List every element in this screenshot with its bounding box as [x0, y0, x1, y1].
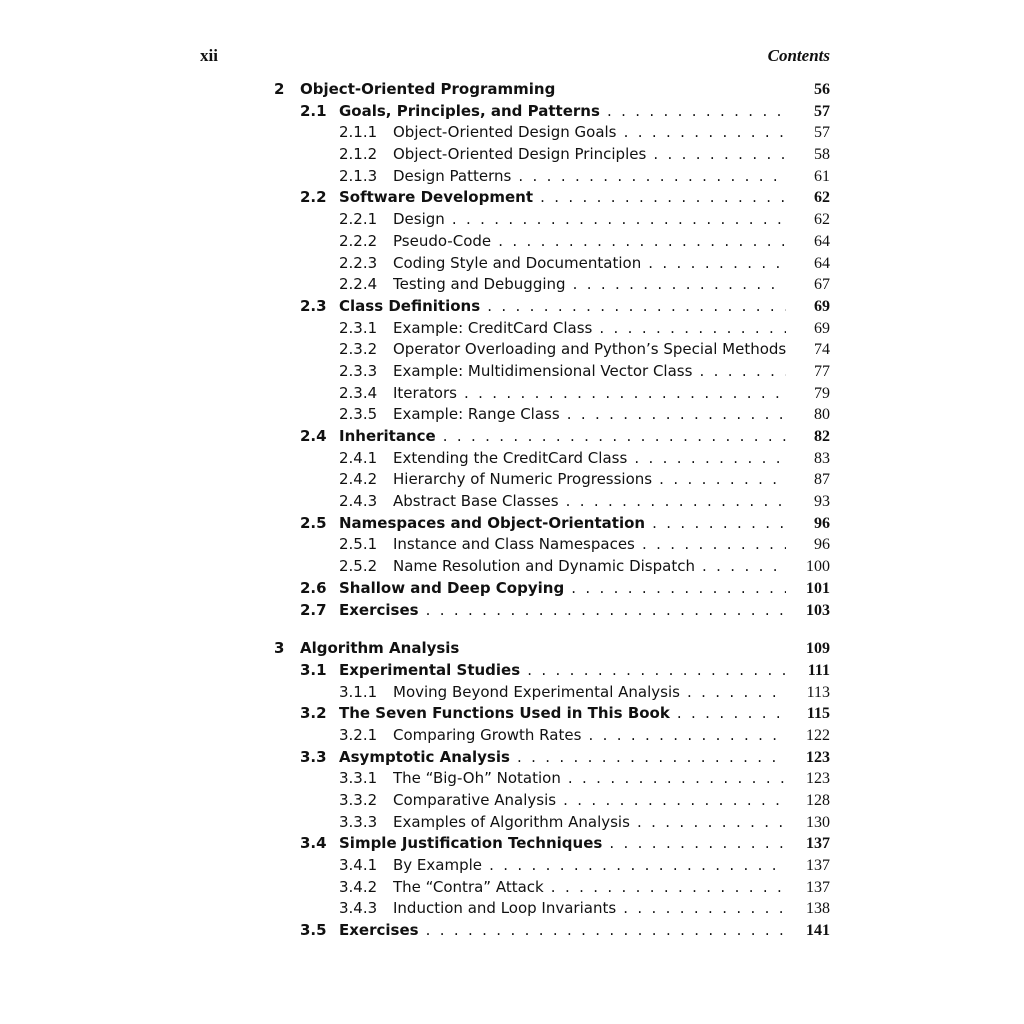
toc-subsection-entry[interactable]: [274, 383, 830, 405]
entry-number: 2.5: [300, 513, 327, 532]
entry-number: 2.4.3: [339, 492, 378, 511]
entry-title: Induction and Loop Invariants . . .: [393, 898, 786, 920]
entry-title: Comparative Analysis . . .: [393, 790, 786, 812]
toc-subsection-entry[interactable]: [274, 556, 830, 578]
entry-number: 3.4.3: [339, 899, 378, 918]
entry-page-number: 69: [814, 297, 830, 315]
entry-title: Example: Multidimensional Vector Class . . .: [393, 361, 786, 383]
entry-number: 3.3: [300, 747, 327, 766]
entry-number: 2: [274, 80, 285, 98]
toc-section-entry[interactable]: [274, 296, 830, 318]
entry-title: Asymptotic Analysis . . .: [339, 747, 786, 769]
entry-title: Exercises . . .: [339, 600, 786, 622]
entry-title: Class Definitions . . .: [339, 296, 786, 318]
entry-title: Simple Justification Techniques . . .: [339, 833, 786, 855]
entry-page-number: 137: [806, 878, 830, 896]
toc-subsection-entry[interactable]: [274, 318, 830, 340]
toc-subsection-entry[interactable]: [274, 144, 830, 166]
entry-number: 2.3: [300, 296, 327, 315]
entry-title: Operator Overloading and Python’s Special Methods . . .: [393, 339, 786, 361]
toc-section-entry[interactable]: [274, 513, 830, 535]
running-title: Contents: [767, 46, 830, 65]
entry-number: 2.7: [300, 600, 327, 619]
entry-number: 2.3.1: [339, 318, 378, 337]
toc-section-entry[interactable]: [274, 187, 830, 209]
entry-title: Comparing Growth Rates . . .: [393, 725, 786, 747]
entry-page-number: 100: [806, 558, 830, 576]
toc-subsection-entry[interactable]: [274, 491, 830, 513]
entry-title: Hierarchy of Numeric Progressions . . .: [393, 469, 786, 491]
entry-page-number: 87: [814, 471, 830, 489]
entry-title: Shallow and Deep Copying . . .: [339, 578, 786, 600]
entry-title: Pseudo-Code . . .: [393, 231, 786, 253]
entry-page-number: 137: [806, 835, 830, 853]
toc-section-entry[interactable]: [274, 660, 830, 682]
entry-title: Abstract Base Classes . . .: [393, 491, 786, 513]
entry-number: 3.3.2: [339, 791, 378, 809]
toc-subsection-entry[interactable]: [274, 122, 830, 144]
entry-title: Example: Range Class . . .: [393, 404, 786, 426]
toc-subsection-entry[interactable]: [274, 231, 830, 253]
entry-title: The “Contra” Attack . . .: [393, 877, 786, 899]
toc-section-entry[interactable]: [274, 101, 830, 123]
entry-page-number: 82: [814, 428, 830, 445]
entry-page-number: 123: [806, 748, 830, 766]
toc-section-entry[interactable]: [274, 747, 830, 769]
entry-page-number: 69: [814, 319, 830, 337]
entry-title: Exercises . . .: [339, 920, 786, 942]
entry-title: Object-Oriented Programming: [300, 80, 556, 98]
entry-number: 2.4.2: [339, 470, 378, 489]
entry-title: Iterators . . .: [393, 383, 786, 405]
entry-title: Namespaces and Object-Orientation . . .: [339, 513, 786, 535]
entry-page-number: 130: [806, 813, 830, 831]
entry-number: 2.2.3: [339, 253, 378, 272]
entry-page-number: 128: [806, 792, 830, 809]
toc-section-entry[interactable]: [274, 426, 830, 448]
entry-page-number: 83: [814, 449, 830, 467]
toc-subsection-entry[interactable]: [274, 253, 830, 275]
entry-number: 2.5.1: [339, 535, 378, 554]
entry-title: Algorithm Analysis: [300, 639, 460, 658]
entry-title: Examples of Algorithm Analysis . . .: [393, 812, 786, 834]
entry-number: 3.3.1: [339, 769, 378, 788]
entry-page-number: 96: [814, 514, 830, 532]
toc-subsection-entry[interactable]: [274, 855, 830, 877]
entry-page-number: 57: [814, 102, 830, 120]
entry-title: Object-Oriented Design Principles . . .: [393, 144, 786, 166]
entry-title: The Seven Functions Used in This Book . . .: [339, 703, 786, 725]
entry-page-number: 64: [814, 254, 830, 272]
toc-subsection-entry[interactable]: [274, 469, 830, 491]
entry-page-number: 62: [814, 211, 830, 229]
entry-number: 2.2.1: [339, 210, 378, 229]
toc-subsection-entry[interactable]: [274, 361, 830, 383]
entry-page-number: 111: [807, 661, 830, 679]
toc-section-entry[interactable]: [274, 920, 830, 942]
entry-page-number: 61: [814, 167, 830, 185]
entry-number: 3.5: [300, 921, 327, 940]
entry-number: 2.2.2: [339, 231, 378, 250]
entry-page-number: 80: [814, 406, 830, 424]
entry-title: Testing and Debugging . . .: [393, 274, 786, 296]
entry-page-number: 122: [806, 726, 830, 744]
toc-subsection-entry[interactable]: [274, 725, 830, 747]
entry-title: Experimental Studies . . .: [339, 660, 786, 682]
entry-number: 3.1.1: [339, 682, 378, 701]
entry-number: 3.4.2: [339, 877, 378, 896]
entry-number: 3.1: [300, 660, 327, 679]
entry-number: 2.3.2: [339, 340, 378, 359]
entry-title: Name Resolution and Dynamic Dispatch . . .: [393, 556, 786, 578]
entry-number: 2.4: [300, 427, 327, 445]
toc-section-entry[interactable]: [274, 578, 830, 600]
entry-page-number: 93: [814, 493, 830, 511]
entry-page-number: 103: [806, 601, 830, 619]
page-number: xii: [200, 46, 218, 65]
toc-subsection-entry[interactable]: [274, 682, 830, 704]
entry-number: 2.6: [300, 578, 327, 597]
page-header: [200, 46, 830, 70]
entry-page-number: 101: [806, 579, 830, 597]
toc-subsection-entry[interactable]: [274, 274, 830, 296]
entry-page-number: 62: [814, 189, 830, 207]
entry-number: 2.5.2: [339, 557, 378, 576]
entry-page-number: 141: [806, 922, 830, 940]
toc-chapter-entry[interactable]: [274, 638, 830, 660]
entry-page-number: 138: [806, 900, 830, 918]
toc-subsection-entry[interactable]: [274, 209, 830, 231]
toc-subsection-entry[interactable]: [274, 877, 830, 899]
toc-subsection-entry[interactable]: [274, 790, 830, 812]
entry-number: 2.1.2: [339, 145, 378, 164]
entry-page-number: 113: [806, 683, 830, 701]
toc-subsection-entry[interactable]: [274, 812, 830, 834]
toc-subsection-entry[interactable]: [274, 339, 830, 361]
entry-number: 2.1.3: [339, 166, 378, 185]
entry-title: Extending the CreditCard Class . . .: [393, 448, 786, 470]
entry-page-number: 56: [814, 81, 830, 98]
entry-page-number: 77: [814, 362, 830, 380]
entry-number: 3.3.3: [339, 812, 378, 831]
toc-chapter-entry[interactable]: [274, 79, 830, 101]
entry-number: 3.4.1: [339, 856, 378, 875]
entry-number: 3.4: [300, 834, 327, 853]
entry-title: Goals, Principles, and Patterns . . .: [339, 101, 786, 123]
entry-number: 2.1: [300, 101, 327, 120]
entry-page-number: 137: [806, 857, 830, 875]
entry-title: By Example . . .: [393, 855, 786, 877]
entry-page-number: 79: [814, 384, 830, 402]
entry-title: Design . . .: [393, 209, 786, 231]
entry-title: Coding Style and Documentation . . .: [393, 253, 786, 275]
entry-page-number: 74: [814, 341, 830, 359]
chapter-spacer: [274, 621, 830, 638]
toc-subsection-entry[interactable]: [274, 448, 830, 470]
toc-section-entry[interactable]: [274, 703, 830, 725]
toc-subsection-entry[interactable]: [274, 898, 830, 920]
entry-title: Moving Beyond Experimental Analysis . . .: [393, 682, 786, 704]
toc-subsection-entry[interactable]: [274, 768, 830, 790]
entry-page-number: 67: [814, 276, 830, 294]
entry-title: Design Patterns . . .: [393, 166, 786, 188]
entry-title: Instance and Class Namespaces . . .: [393, 534, 786, 556]
entry-page-number: 57: [814, 124, 830, 142]
toc-subsection-entry[interactable]: [274, 166, 830, 188]
entry-title: The “Big-Oh” Notation . . .: [393, 768, 786, 790]
toc-subsection-entry[interactable]: [274, 534, 830, 556]
entry-title: Example: CreditCard Class . . .: [393, 318, 786, 340]
toc-section-entry[interactable]: [274, 600, 830, 622]
entry-page-number: 64: [814, 232, 830, 250]
entry-number: 2.1.1: [339, 123, 378, 142]
toc-subsection-entry[interactable]: [274, 404, 830, 426]
entry-number: 2.2.4: [339, 275, 378, 294]
entry-page-number: 58: [814, 146, 830, 164]
entry-page-number: 96: [814, 536, 830, 554]
entry-number: 3.2: [300, 704, 327, 723]
entry-number: 3.2.1: [339, 725, 378, 744]
toc-section-entry[interactable]: [274, 833, 830, 855]
table-of-contents: [274, 79, 830, 942]
entry-number: 2.2: [300, 188, 327, 207]
entry-number: 3: [274, 639, 285, 658]
entry-title: Object-Oriented Design Goals . . .: [393, 122, 786, 144]
entry-page-number: 109: [806, 640, 830, 658]
entry-title: Software Development . . .: [339, 187, 786, 209]
entry-page-number: 123: [806, 770, 830, 788]
entry-number: 2.3.3: [339, 361, 378, 380]
entry-page-number: 115: [806, 705, 830, 723]
entry-number: 2.3.5: [339, 405, 378, 424]
entry-number: 2.3.4: [339, 383, 378, 402]
entry-number: 2.4.1: [339, 448, 378, 467]
entry-title: Inheritance . . .: [339, 426, 786, 448]
